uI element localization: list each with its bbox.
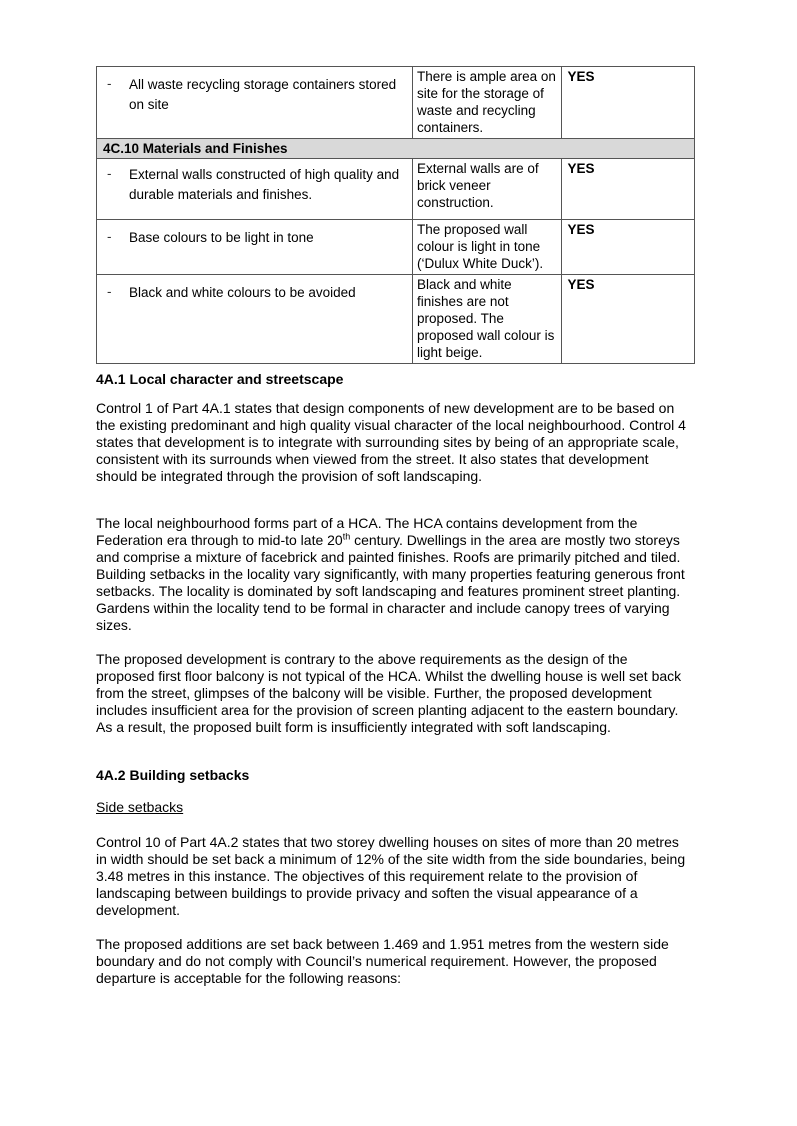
paragraph-text: century. Dwellings in the area are mostly two storeys and comprise a mixture of facebrick and painted finishes. Roofs are primarily pitched and tiled. Building setbacks in the locality vary significantly, with many properties featuring generous front setbacks. The locality is dominated by soft landscaping and features prominent street planting. Gardens within the locality tend to be formal in character and include canopy trees of varying sizes. bbox=[96, 532, 685, 633]
dash-bullet: - bbox=[107, 284, 112, 299]
paragraph: The proposed additions are set back between 1.469 and 1.951 metres from the western side boundary and do not comply with Council’s numerical requirement. However, the proposed departure is acceptable for the following reasons: bbox=[96, 936, 669, 986]
dash-bullet: - bbox=[107, 166, 112, 181]
comment-text: There is ample area on site for the storage of waste and recycling containers. bbox=[417, 69, 556, 135]
table-section-row bbox=[97, 139, 695, 159]
paragraph: The proposed development is contrary to the above requirements as the design of the proposed first floor balcony is not typical of the HCA. Whilst the dwelling house is well set back from the street, glimpses of the balcony will be visible. Further, the proposed development includes insufficient area for the provision of screen planting adjacent to the eastern boundary. As a result, the proposed built form is insufficiently integrated with soft landscaping. bbox=[96, 651, 682, 735]
dash-bullet: - bbox=[107, 76, 112, 91]
subheading: Side setbacks bbox=[96, 799, 184, 815]
requirement-text: All waste recycling storage containers stored on site bbox=[129, 77, 397, 112]
requirement-text: External walls constructed of high quality and durable materials and finishes. bbox=[129, 167, 400, 202]
result-text: YES bbox=[567, 222, 595, 237]
section-heading-4a1: 4A.1 Local character and streetscape bbox=[96, 371, 344, 387]
requirement-text: Base colours to be light in tone bbox=[129, 230, 314, 245]
table-row bbox=[97, 275, 695, 364]
paragraph: Control 1 of Part 4A.1 states that design components of new development are to be based on the existing predominant and high quality visual character of the local neighbourhood. Control 4 states that development is to integrate with surrounding sites by being of an appropriate scale, consistent with its surrounds when viewed from the street. It also states that development should be integrated through the provision of soft landscaping. bbox=[96, 400, 686, 484]
superscript: th bbox=[342, 531, 351, 542]
result-text: YES bbox=[567, 161, 595, 176]
paragraph bbox=[96, 515, 686, 634]
compliance-table bbox=[96, 66, 695, 364]
result-text: YES bbox=[567, 277, 595, 292]
paragraph-text: The local neighbourhood forms part of a HCA. The HCA contains development from the Federation era through to mid-to late 20 bbox=[96, 515, 638, 548]
paragraph: Control 10 of Part 4A.2 states that two storey dwelling houses on sites of more than 20 metres in width should be set back a minimum of 12% of the site width from the side boundaries, being 3.48 metres in this instance. The objectives of this requirement relate to the provision of landscaping between buildings to provide privacy and soften the visual appearance of a development. bbox=[96, 834, 686, 918]
section-heading-4a2: 4A.2 Building setbacks bbox=[96, 767, 250, 783]
result-text: YES bbox=[567, 69, 595, 84]
table-row bbox=[97, 220, 695, 275]
dash-bullet: - bbox=[107, 229, 112, 244]
comment-text: Black and white finishes are not proposed. The proposed wall colour is light beige. bbox=[417, 277, 555, 360]
table-row bbox=[97, 67, 695, 139]
section-title: 4C.10 Materials and Finishes bbox=[97, 139, 695, 159]
table-row bbox=[97, 159, 695, 220]
comment-text: The proposed wall colour is light in tone (‘Dulux White Duck’). bbox=[417, 222, 544, 271]
comment-text: External walls are of brick veneer construction. bbox=[417, 161, 539, 210]
requirement-text: Black and white colours to be avoided bbox=[129, 285, 356, 300]
